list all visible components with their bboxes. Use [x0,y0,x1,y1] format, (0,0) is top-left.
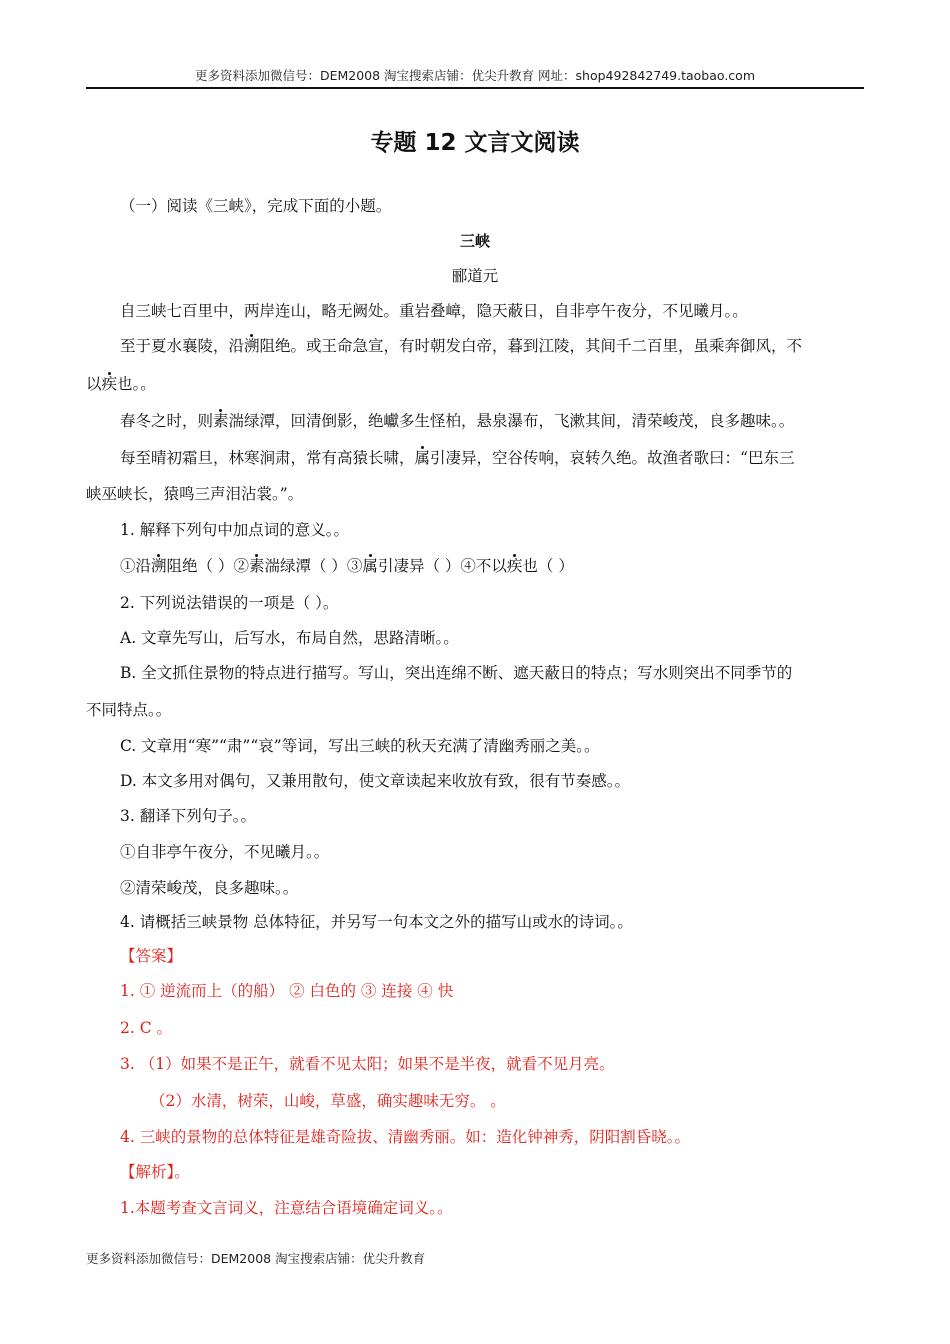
passage-paragraph-4 [120,446,794,468]
text-run: 也。 [117,375,141,393]
passage-paragraph-4-cont: 峡巫峡长，猿鸣三声泪沾裳。”。 [86,485,304,503]
dotted-word: 疾 [506,557,523,575]
question-1-stem: 1. 解释下列句中加点词的意义。。 [120,521,349,539]
dotted-word: 疾 [101,375,118,393]
header-divider [86,87,864,89]
text-run: 引凄异（ ）④不以 [377,557,507,575]
question-3-item-2: ②清荣峻茂，良多趣味。。 [120,879,299,897]
page-footer: 更多资料添加微信号：DEM2008 淘宝搜索店铺：优尖升教育 [86,1251,426,1266]
passage-paragraph-3 [120,409,794,431]
text-run: 阻绝。或王命急宣，有时朝发白帝，暮到江陵，其间千二百里，虽乘奔御风，不 [259,337,803,355]
analysis-1: 1.本题考查文言词义，注意结合语境确定词义。。 [120,1199,453,1217]
question-3-item-1: ①自非亭午夜分，不见曦月。。 [120,843,330,861]
passage-paragraph-1: 自三峡七百里中，两岸连山，略无阙处。重岩叠嶂，隐天蔽日，自非亭午夜分，不见曦月。。 [120,302,748,320]
answer-3-part-1: 3. （1）如果不是正午，就看不见太阳；如果不是半夜，就看不见月亮。 [120,1055,615,1073]
text-run: 湍绿潭（ ）③ [264,557,363,575]
passage-author: 郦道元 [451,267,499,285]
question-2-option-b: B. 全文抓住景物的特点进行描写。写山，突出连绵不断、遮天蔽日的特点；写水则突出不同季节的 [120,664,793,682]
text-run: 阻绝（ ）② [166,557,249,575]
answer-1: 1. ① 逆流而上（的船） ② 白色的 ③ 连接 ④ 快 [120,982,454,1000]
text-run: 每至晴初霜旦，林寒涧肃，常有高猿长啸， [120,449,415,467]
question-2-stem: 2. 下列说法错误的一项是（ ）。 [120,594,339,612]
page-header: 更多资料添加微信号：DEM2008 淘宝搜索店铺：优尖升教育 网址：shop492842749.taobao.com [194,68,756,83]
answer-3-part-2: （2）水清，树荣，山峻，草盛，确实趣味无穷。 。 [150,1092,506,1110]
dotted-word: 溯 [244,337,260,355]
section-intro: （一）阅读《三峡》，完成下面的小题。 [120,197,392,215]
answer-2: 2. C 。 [120,1019,173,1037]
question-2-option-d: D. 本文多用对偶句，又兼用散句，使文章读起来收放有致，很有节奏感。。 [120,772,630,790]
question-2-option-a: A. 文章先写山，后写水，布局自然，思路清晰。。 [120,629,459,647]
question-4-stem: 4. 请概括三峡景物 总体特征，并另写一句本文之外的描写山或水的诗词。。 [120,913,633,931]
answer-4: 4. 三峡的景物的总体特征是雄奇险拔、清幽秀丽。如：造化钟神秀，阴阳割昏晓。。 [120,1128,690,1146]
text-run: 引凄异，空谷传响，哀转久绝。故渔者歌曰：“巴东三 [430,449,795,467]
question-2-option-c: C. 文章用“寒”“肃”“哀”等词，写出三峡的秋天充满了清幽秀丽之美。。 [120,737,600,755]
text-run: 以 [86,375,102,393]
passage-paragraph-2-cont [86,372,156,394]
text-run: ①沿 [120,557,152,575]
question-1-items [120,554,574,576]
page-title: 专题 12 文言文阅读 [370,130,580,156]
answer-label: 【答案】 [120,947,183,965]
dotted-word: 溯 [151,557,167,575]
dotted-word: 素 [248,557,265,575]
text-run: 湍绿潭，回清倒影，绝巘多生怪柏，悬泉瀑布，飞漱其间，清荣峻茂，良多趣味。 [228,412,779,430]
dotted-word: 属 [414,449,431,467]
passage-paragraph-2 [120,334,802,356]
passage-title: 三峡 [459,232,490,250]
analysis-label: 【解析】。 [120,1163,190,1181]
question-3-stem: 3. 翻译下列句子。。 [120,807,256,825]
question-2-option-b-cont: 不同特点。。 [86,701,172,719]
dotted-word: 属 [362,557,378,575]
text-run: 春冬之时，则 [120,412,214,430]
text-run: 。 [140,375,156,393]
text-run: 至于夏水襄陵，沿 [120,337,245,355]
text-run: 也（ ） [522,557,574,575]
dotted-word: 素 [213,412,229,430]
text-run: 。 [778,412,795,430]
